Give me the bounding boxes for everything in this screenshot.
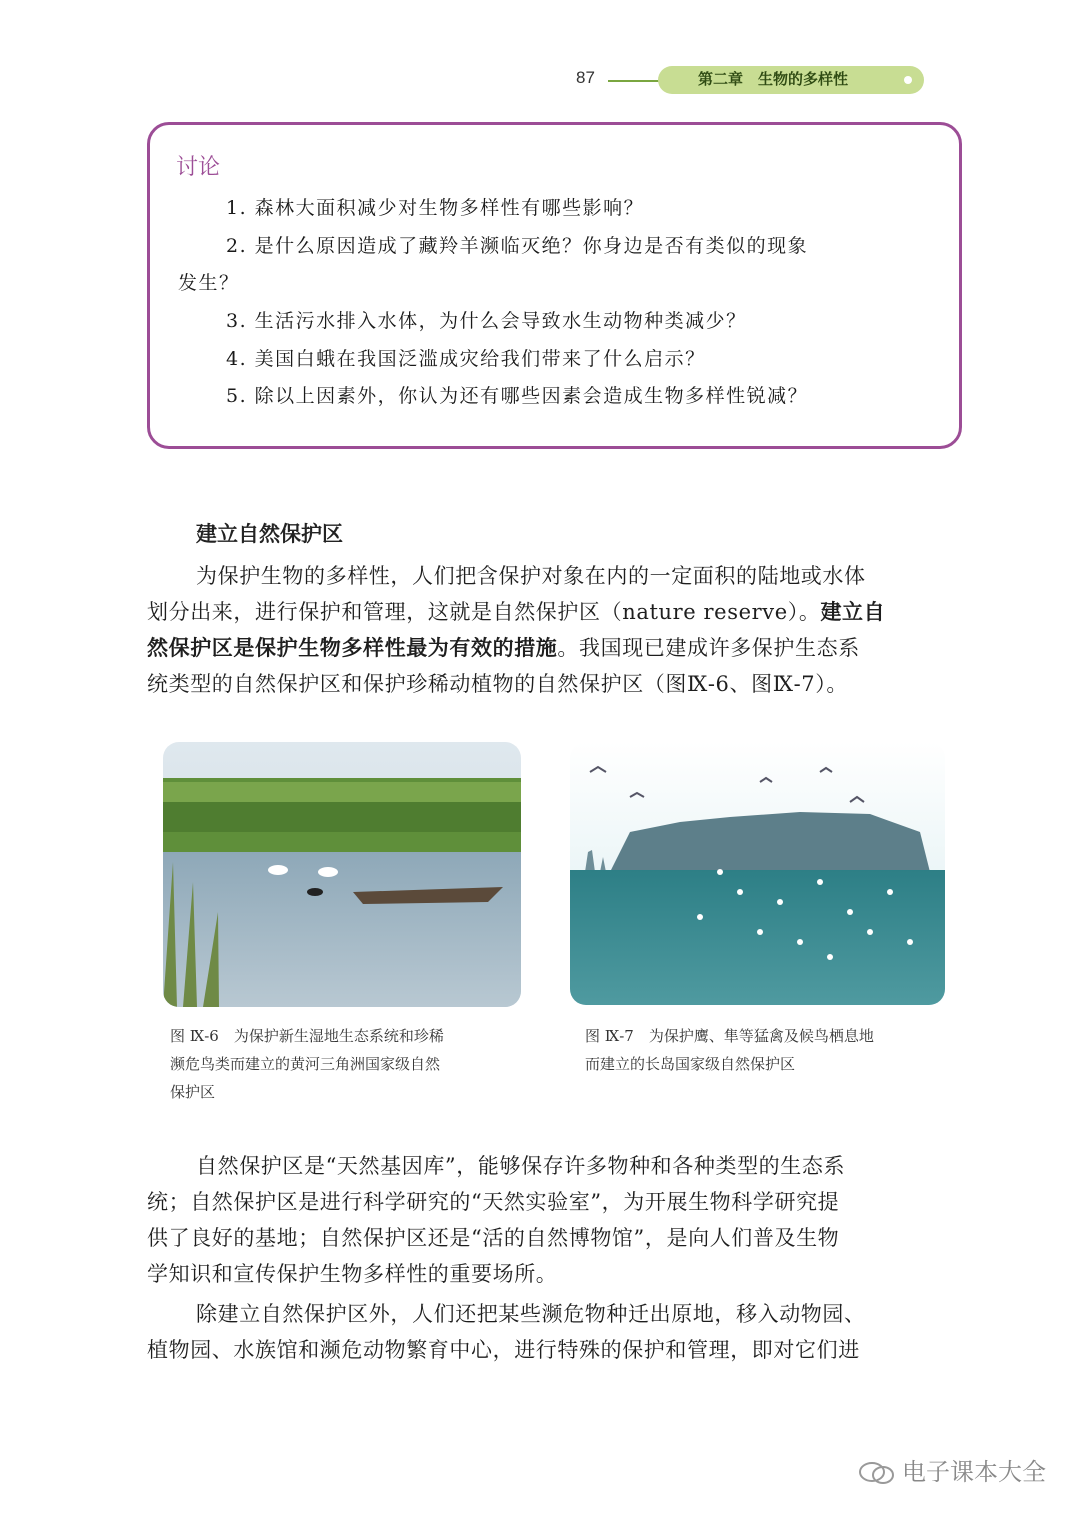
discussion-title: 讨论 bbox=[176, 155, 221, 180]
wetland-photo bbox=[163, 742, 521, 1007]
paragraph-2-line-1: 自然保护区是“天然基因库”，能够保存许多物种和各种类型的生态系 bbox=[196, 1154, 846, 1178]
figure-6-caption-line-2: 濒危鸟类而建立的黄河三角洲国家级自然 bbox=[170, 1055, 441, 1073]
figure-6-caption-line-1: 图 Ⅸ-6 为保护新生湿地生态系统和珍稀 bbox=[170, 1027, 444, 1045]
figure-6-caption bbox=[170, 1022, 530, 1106]
paragraph-1-line-2-text: 划分出来，进行保护和管理，这就是自然保护区（nature reserve）。 bbox=[147, 600, 821, 624]
paragraph-1-line-1: 为保护生物的多样性，人们把含保护对象在内的一定面积的陆地或水体 bbox=[196, 564, 866, 588]
question-2: 2. 是什么原因造成了藏羚羊濒临灭绝？你身边是否有类似的现象 bbox=[226, 235, 809, 257]
question-5: 5. 除以上因素外，你认为还有哪些因素会造成生物多样性锐减？ bbox=[226, 385, 809, 407]
paragraph-1-line-4: 统类型的自然保护区和保护珍稀动植物的自然保护区（图Ⅸ-6、图Ⅸ-7）。 bbox=[147, 672, 848, 696]
page-number: 87 bbox=[576, 68, 595, 87]
page-header bbox=[560, 66, 926, 96]
figure-7-caption bbox=[585, 1022, 955, 1078]
question-1: 1. 森林大面积减少对生物多样性有哪些影响？ bbox=[226, 197, 645, 219]
chapter-tag bbox=[658, 66, 924, 94]
paragraph-2-line-2: 统；自然保护区是进行科学研究的“天然实验室”，为开展生物科学研究提 bbox=[147, 1190, 840, 1214]
paragraph-1-bold-b: 然保护区是保护生物多样性最为有效的措施 bbox=[147, 636, 558, 660]
question-4: 4. 美国白蛾在我国泛滥成灾给我们带来了什么启示？ bbox=[226, 348, 706, 370]
paragraph-1-bold-a: 建立自 bbox=[820, 600, 886, 624]
paragraph-2-line-4: 学知识和宣传保护生物多样性的重要场所。 bbox=[147, 1262, 558, 1286]
footer-watermark bbox=[858, 1452, 1046, 1487]
question-3: 3. 生活污水排入水体，为什么会导致水生动物种类减少？ bbox=[226, 310, 747, 332]
paragraph-1-line-3-text: 。我国现已建成许多保护生态系 bbox=[557, 636, 860, 660]
wechat-icon bbox=[858, 1460, 896, 1486]
paragraph-3-line-1: 除建立自然保护区外，人们还把某些濒危物种迁出原地，移入动物园、 bbox=[196, 1302, 866, 1326]
header-rule bbox=[608, 80, 660, 82]
island-birds-photo bbox=[570, 742, 945, 1005]
paragraph-1-line-3 bbox=[147, 632, 860, 662]
figure-7-caption-line-2: 而建立的长岛国家级自然保护区 bbox=[585, 1055, 796, 1073]
paragraph-3-line-2: 植物园、水族馆和濒危动物繁育中心，进行特殊的保护和管理，即对它们进 bbox=[147, 1338, 860, 1362]
figure-6-caption-line-3: 保护区 bbox=[170, 1083, 216, 1101]
chapter-title: 第二章 生物的多样性 bbox=[698, 71, 849, 88]
footer-watermark-text: 电子课本大全 bbox=[902, 1458, 1046, 1486]
paragraph-1-line-2 bbox=[147, 596, 885, 626]
figure-7-caption-line-1: 图 Ⅸ-7 为保护鹰、隼等猛禽及候鸟栖息地 bbox=[585, 1027, 874, 1045]
paragraph-2-line-3: 供了良好的基地；自然保护区还是“活的自然博物馆”，是向人们普及生物 bbox=[147, 1226, 840, 1250]
chapter-dot bbox=[904, 76, 912, 84]
question-2-cont: 发生？ bbox=[178, 272, 240, 294]
section-title: 建立自然保护区 bbox=[196, 522, 343, 546]
